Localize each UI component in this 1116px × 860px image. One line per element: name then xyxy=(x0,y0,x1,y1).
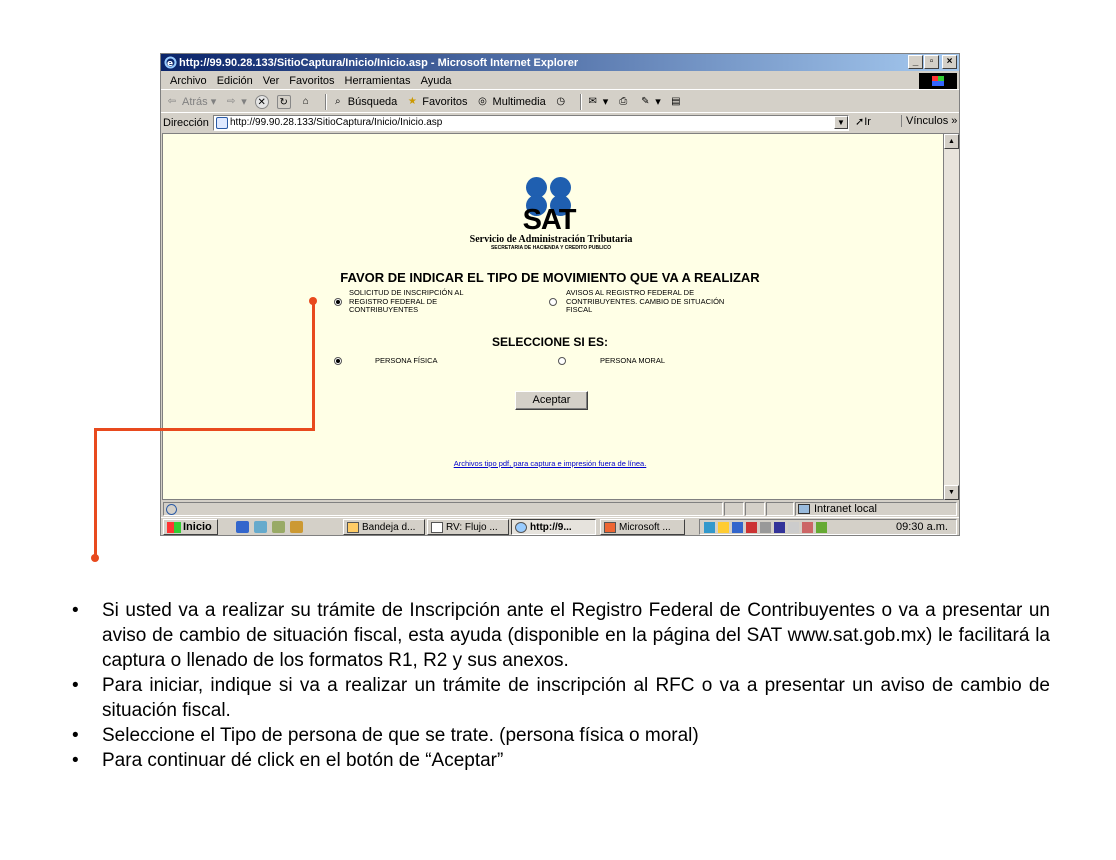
persona-fisica-label: PERSONA FÍSICA xyxy=(375,356,438,365)
print-button[interactable] xyxy=(616,95,630,109)
favorites-icon: ★ xyxy=(407,95,417,107)
radio-persona-moral[interactable] xyxy=(558,357,566,365)
close-button[interactable]: × xyxy=(942,55,957,69)
toolbar xyxy=(161,91,959,113)
status-page-icon xyxy=(166,504,177,515)
ie-icon xyxy=(515,522,527,533)
sat-subtitle-2: SECRETARIA DE HACIENDA Y CREDITO PUBLICO xyxy=(490,245,612,251)
scroll-down-button[interactable]: ▼ xyxy=(944,485,959,500)
option-inscripcion-label: SOLICITUD DE INSCRIPCIÓN AL REGISTRO FEDERAL DE CONTRIBUYENTES xyxy=(349,288,464,314)
taskbar xyxy=(161,517,959,535)
mail-icon xyxy=(431,522,443,533)
back-button[interactable]: ⇦ Atrás ▾ xyxy=(165,95,216,109)
forward-arrow-icon: ⇨ xyxy=(227,95,236,107)
history-icon: ◷ xyxy=(556,95,566,107)
inbox-icon xyxy=(347,522,359,533)
address-dropdown-button[interactable]: ▼ xyxy=(834,116,848,129)
clock: 09:30 a.m. xyxy=(896,521,948,533)
back-arrow-icon: ⇦ xyxy=(167,95,177,107)
tray-printer-icon[interactable] xyxy=(760,522,771,533)
edit-icon: ✎ xyxy=(641,95,650,107)
tray-sync-icon[interactable] xyxy=(788,522,799,533)
stop-icon: ✕ xyxy=(255,95,269,109)
status-text-cell xyxy=(163,502,723,516)
address-label: Dirección xyxy=(163,117,209,129)
window-title: http://99.90.28.133/SitioCaptura/Inicio/Inicio.asp - Microsoft Internet Explorer xyxy=(179,56,579,69)
menu-ver[interactable]: Ver xyxy=(262,74,280,87)
tray-app-icon[interactable] xyxy=(802,522,813,533)
minimize-button[interactable]: _ xyxy=(908,55,923,69)
tray-msn-icon[interactable] xyxy=(816,522,827,533)
refresh-button[interactable] xyxy=(277,95,291,109)
refresh-icon: ↻ xyxy=(277,95,291,109)
instruction-item: • Para continuar dé click en el botón de “Aceptar” xyxy=(72,748,1050,773)
discuss-button[interactable] xyxy=(669,95,683,109)
ie-quicklaunch-icon[interactable] xyxy=(236,521,249,533)
menu-favoritos[interactable]: Favoritos xyxy=(289,74,335,87)
search-icon: ⌕ xyxy=(334,95,341,107)
accept-button[interactable]: Aceptar xyxy=(515,391,588,410)
zone-cell: Intranet local xyxy=(795,502,957,516)
radio-avisos[interactable] xyxy=(549,298,557,306)
multimedia-icon: ◎ xyxy=(478,95,487,107)
scroll-up-button[interactable]: ▲ xyxy=(944,134,959,149)
title-bar xyxy=(161,54,959,71)
start-button[interactable]: Inicio xyxy=(163,519,218,535)
ie-logo-icon xyxy=(164,56,177,69)
movement-heading: FAVOR DE INDICAR EL TIPO DE MOVIMIENTO QUE VA A REALIZAR xyxy=(340,270,760,285)
maximize-button[interactable]: ▫ xyxy=(924,55,939,69)
tray-network-icon[interactable] xyxy=(704,522,715,533)
go-button[interactable]: ➚Ir xyxy=(855,116,871,128)
forward-button[interactable]: ⇨ ▾ xyxy=(224,95,247,109)
windows-flag-icon xyxy=(919,73,957,89)
menu-ayuda[interactable]: Ayuda xyxy=(420,74,452,87)
discuss-icon: ▤ xyxy=(671,95,681,107)
home-icon: ⌂ xyxy=(302,95,309,107)
instruction-list xyxy=(72,598,1050,773)
powerpoint-icon xyxy=(604,522,616,533)
desktop-quicklaunch-icon[interactable] xyxy=(254,521,267,533)
links-button[interactable]: Vínculos » xyxy=(901,115,957,127)
menu-herramientas[interactable]: Herramientas xyxy=(344,74,411,87)
task-rv-flujo[interactable]: RV: Flujo ... xyxy=(427,519,509,535)
radio-inscripcion[interactable] xyxy=(334,298,342,306)
radio-persona-fisica[interactable] xyxy=(334,357,342,365)
media-quicklaunch-icon[interactable] xyxy=(290,521,303,533)
mail-button[interactable]: ✉ ▾ xyxy=(586,95,609,109)
tray-monitor-icon[interactable] xyxy=(732,522,743,533)
edit-button[interactable]: ✎ ▾ xyxy=(638,95,661,109)
menu-archivo[interactable]: Archivo xyxy=(170,74,207,87)
menu-edicion[interactable]: Edición xyxy=(216,74,253,87)
task-ie-http[interactable]: http://9... xyxy=(511,519,596,535)
go-arrow-icon: ➚ xyxy=(855,116,865,128)
status-bar xyxy=(161,501,959,517)
search-button[interactable]: ⌕ Búsqueda xyxy=(331,95,398,109)
outlook-quicklaunch-icon[interactable] xyxy=(272,521,285,533)
windows-flag-icon xyxy=(167,522,181,533)
instruction-item: • Si usted va a realizar su trámite de Inscripción ante el Registro Federal de Contribuyentes o va a presentar un aviso de cambio de situación fiscal, esta ayuda (disponible en la página del SAT www.sat.gob.mx) le facilitará la captura o llenado de los formatos R1, R2 y sus anexos. xyxy=(72,598,1050,673)
pdf-files-link[interactable]: Archivos tipo pdf, para captura e impresión fuera de línea. xyxy=(453,459,647,468)
task-microsoft[interactable]: Microsoft ... xyxy=(600,519,685,535)
stop-button[interactable] xyxy=(255,95,269,109)
menu-bar xyxy=(161,72,959,90)
tray-antivirus-icon[interactable] xyxy=(746,522,757,533)
sat-subtitle: Servicio de Administración Tributaria xyxy=(469,234,633,245)
callout-end-dot xyxy=(91,554,99,562)
page-icon xyxy=(216,117,228,129)
persona-moral-label: PERSONA MORAL xyxy=(600,356,666,365)
task-bandeja[interactable]: Bandeja d... xyxy=(343,519,425,535)
select-heading: SELECCIONE SI ES: xyxy=(491,335,609,349)
instruction-item: • Para iniciar, indique si va a realizar un trámite de inscripción al RFC o va a presentar un aviso de cambio de situación fiscal. xyxy=(72,673,1050,723)
tray-speaker-icon[interactable] xyxy=(718,522,729,533)
address-bar xyxy=(161,114,959,132)
intranet-icon xyxy=(798,504,810,514)
system-tray xyxy=(699,519,957,535)
multimedia-button[interactable]: ◎ Multimedia xyxy=(476,95,546,109)
home-button[interactable] xyxy=(299,95,313,109)
instruction-item: • Seleccione el Tipo de persona de que se trate. (persona física o moral) xyxy=(72,723,1050,748)
history-button[interactable] xyxy=(554,95,568,109)
tray-language-icon[interactable] xyxy=(774,522,785,533)
sat-wordmark: SAT xyxy=(522,204,576,236)
vertical-scrollbar[interactable] xyxy=(944,133,959,500)
address-input[interactable]: http://99.90.28.133/SitioCaptura/Inicio/Inicio.asp xyxy=(213,115,849,131)
option-avisos-label: AVISOS AL REGISTRO FEDERAL DE CONTRIBUYENTES. CAMBIO DE SITUACIÓN FISCAL xyxy=(566,288,725,314)
favorites-button[interactable]: ★ Favoritos xyxy=(405,95,467,109)
mail-icon: ✉ xyxy=(588,95,597,107)
print-icon: ⎙ xyxy=(619,95,628,107)
svg-text:e: e xyxy=(167,59,174,69)
